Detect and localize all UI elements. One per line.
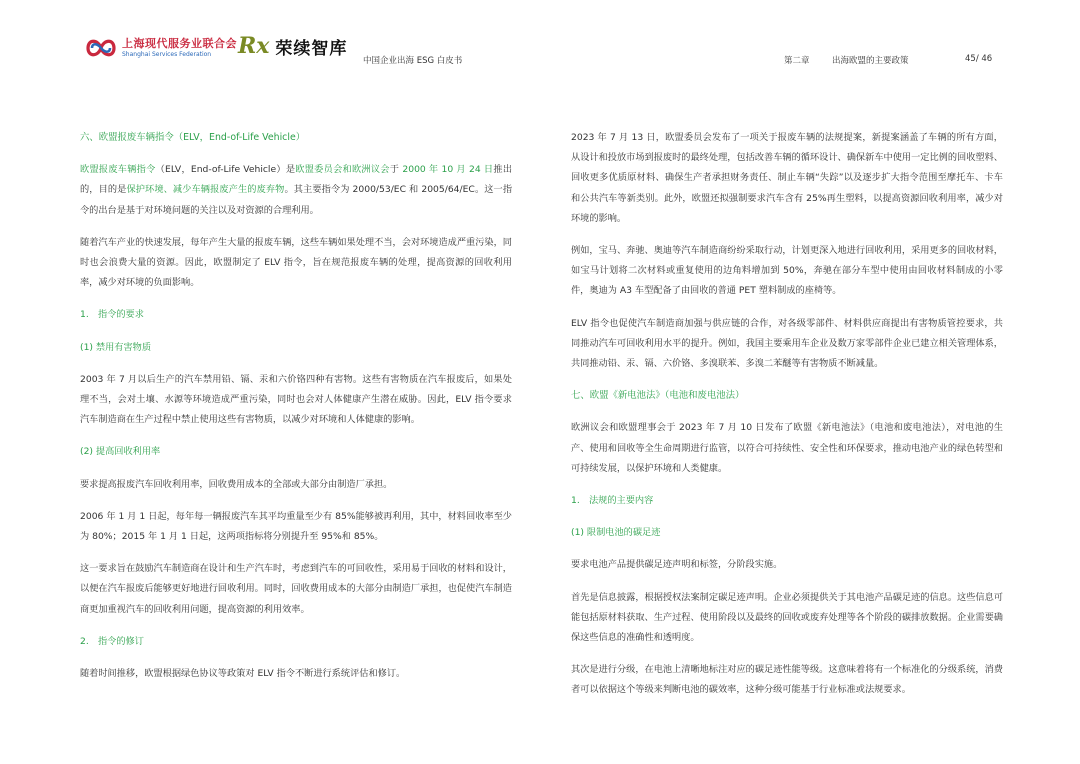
paragraph-background: 随着汽车产业的快速发展，每年产生大量的报废车辆，这些车辆如果处理不当，会对环境造成严重污染，同时也会浪费大量的资源。因此，欧盟制定了 ELV 指令，旨在规范报废车辆的处理，提高资源的回收利用率，减少对环境的负面影响。 (80, 236, 512, 289)
heading-revision: 2. 指令的修订 (80, 635, 144, 647)
page-number: 45/ 46 (965, 54, 993, 64)
heading-main-content: 1. 法规的主要内容 (571, 495, 654, 507)
ssf-logo-name: 上海现代服务业联合会 (122, 37, 237, 50)
heading-hazardous-substances: (1) 禁用有害物质 (80, 341, 152, 353)
heading-recycling-rate: (2) 提高回收利用率 (80, 446, 161, 458)
left-column (80, 128, 512, 696)
term-goal: 保护环境、减少车辆报废产生的废弃物 (126, 184, 285, 196)
heading-elv: 六、欧盟报废车辆指令（ELV，End-of-Life Vehicle） (80, 132, 306, 143)
ssf-logo-english: Shanghai Services Federation (122, 51, 212, 58)
rongxu-logo (238, 33, 347, 59)
paragraph-elv-intro: 欧盟报废车辆指令（ELV，End-of-Life Vehicle）是欧盟委员会和欧洲议会于 2000 年 10 月 24 日推出的，目的是保护环境、减少车辆报废产生的废弃物。其主要指令为 2000/53/EC 和 2005/64/EC。这一指令的出台是基于对环境问题的关注以及对资源的合理利用。 (80, 164, 513, 216)
right-column (571, 128, 1003, 713)
heading-carbon-footprint: (1) 限制电池的碳足迹 (571, 527, 661, 539)
paragraph-supply-chain: ELV 指令也促使汽车制造商加强与供应链的合作，对各级零部件、材料供应商提出有害物质管控要求，共同推动汽车可回收利用水平的提升。例如，我国主要乘用车企业及数万家零部件企业已建立相关管理体系，共同推动铅、汞、镉、六价铬、多溴联苯、多溴二苯醚等有害物质不断减量。 (571, 317, 1003, 370)
doc-title: 中国企业出海 ESG 白皮书 (363, 56, 463, 66)
term-date: 2000 年 10 月 24 日 (402, 164, 494, 176)
heading-battery-law: 七、欧盟《新电池法》（电池和废电池法） (571, 390, 745, 402)
paragraph-recycling-cost: 要求提高报废汽车回收利用率，回收费用成本的全部或大部分由制造厂承担。 (80, 478, 393, 490)
paragraph-2023-proposal: 2023 年 7 月 13 日，欧盟委员会发布了一项关于报废车辆的法规提案，新提案涵盖了车辆的所有方面，从设计和投放市场到报废时的最终处理，包括改善车辆的循环设计、确保新车中使用一定比例的回收塑料、回收更多优质原材料、确保生产者承担财务责任、制止车辆“失踪”以及逐步扩大指令范围至摩托车、卡车和公共汽车等新类别。此外，欧盟还拟强制要求汽车含有 25%再生塑料，以提高资源回收利用率，减少对环境的影响。 (571, 132, 1003, 224)
section-label: 出海欧盟的主要政策 (832, 56, 909, 66)
paragraph-disclosure: 首先是信息披露，根据授权法案制定碳足迹声明。企业必须提供关于其电池产品碳足迹的信息。这些信息可能包括原材料获取、生产过程、使用阶段以及最终的回收或废弃处理等各个阶段的碳排放数据。企业需要确保这些信息的准确性和透明度。 (571, 591, 1003, 644)
term-elv: 欧盟报废车辆指令 (80, 164, 156, 176)
chapter-label: 第二章 (784, 56, 810, 66)
paragraph-recycling-purpose: 这一要求旨在鼓励汽车制造商在设计和生产汽车时，考虑到汽车的可回收性，采用易于回收的材料和设计，以便在汽车报废后能够更好地进行回收利用。同时，回收费用成本的大部分由制造厂承担，也促使汽车制造商更加重视汽车的回收利用问题，提高资源的利用效率。 (80, 563, 512, 615)
ssf-logo-icon (84, 33, 118, 63)
paragraph-recycling-targets: 2006 年 1 月 1 日起，每年每一辆报废汽车其平均重量至少有 85%能够被再利用，其中，材料回收率至少为 80%；2015 年 1 月 1 日起，这两项指标将分别提升至 95%和 85%。 (80, 510, 512, 543)
paragraph-carbon-label: 要求电池产品提供碳足迹声明和标签，分阶段实施。 (571, 559, 783, 571)
paragraph-battery-law: 欧洲议会和欧盟理事会于 2023 年 7 月 10 日发布了欧盟《新电池法》（电池和废电池法），对电池的生产、使用和回收等全生命周期进行监管，以符合可持续性、安全性和环保要求，推动电池产业的绿色转型和可持续发展，以保护环境和人类健康。 (571, 422, 1003, 474)
paragraph-revision: 随着时间推移，欧盟根据绿色协议等政策对 ELV 指令不断进行系统评估和修订。 (80, 668, 406, 680)
rongxu-logo-name: 荣续智库 (275, 38, 348, 59)
rongxu-logo-mark: Rx (238, 33, 270, 59)
ssf-logo (84, 33, 237, 63)
heading-requirements: 1. 指令的要求 (80, 309, 144, 321)
term-eu-institutions: 欧盟委员会和欧洲议会 (295, 164, 390, 176)
paragraph-grading: 其次是进行分级，在电池上清晰地标注对应的碳足迹性能等级。这意味着将有一个标准化的分级系统，消费者可以依据这个等级来判断电池的碳效率，这种分级可能基于行业标准或法规要求。 (571, 664, 1003, 696)
paragraph-automakers: 例如，宝马、奔驰、奥迪等汽车制造商纷纷采取行动，计划更深入地进行回收利用，采用更多的回收材料，如宝马计划将二次材料或重复使用的边角料增加到 50%，奔驰在部分车型中使用由回收材料制成的小零件，奥迪为 A3 车型配备了由回收的普通 PET 塑料制成的座椅等。 (571, 245, 1003, 297)
paragraph-hazardous: 2003 年 7 月以后生产的汽车禁用铅、镉、汞和六价铬四种有害物。这些有害物质在汽车报废后，如果处理不当，会对土壤、水源等环境造成严重污染，同时也会对人体健康产生潜在威胁。因此，ELV 指令要求汽车制造商在生产过程中禁止使用这些有害物质，以减少对环境和人体健康的影响。 (80, 373, 512, 426)
